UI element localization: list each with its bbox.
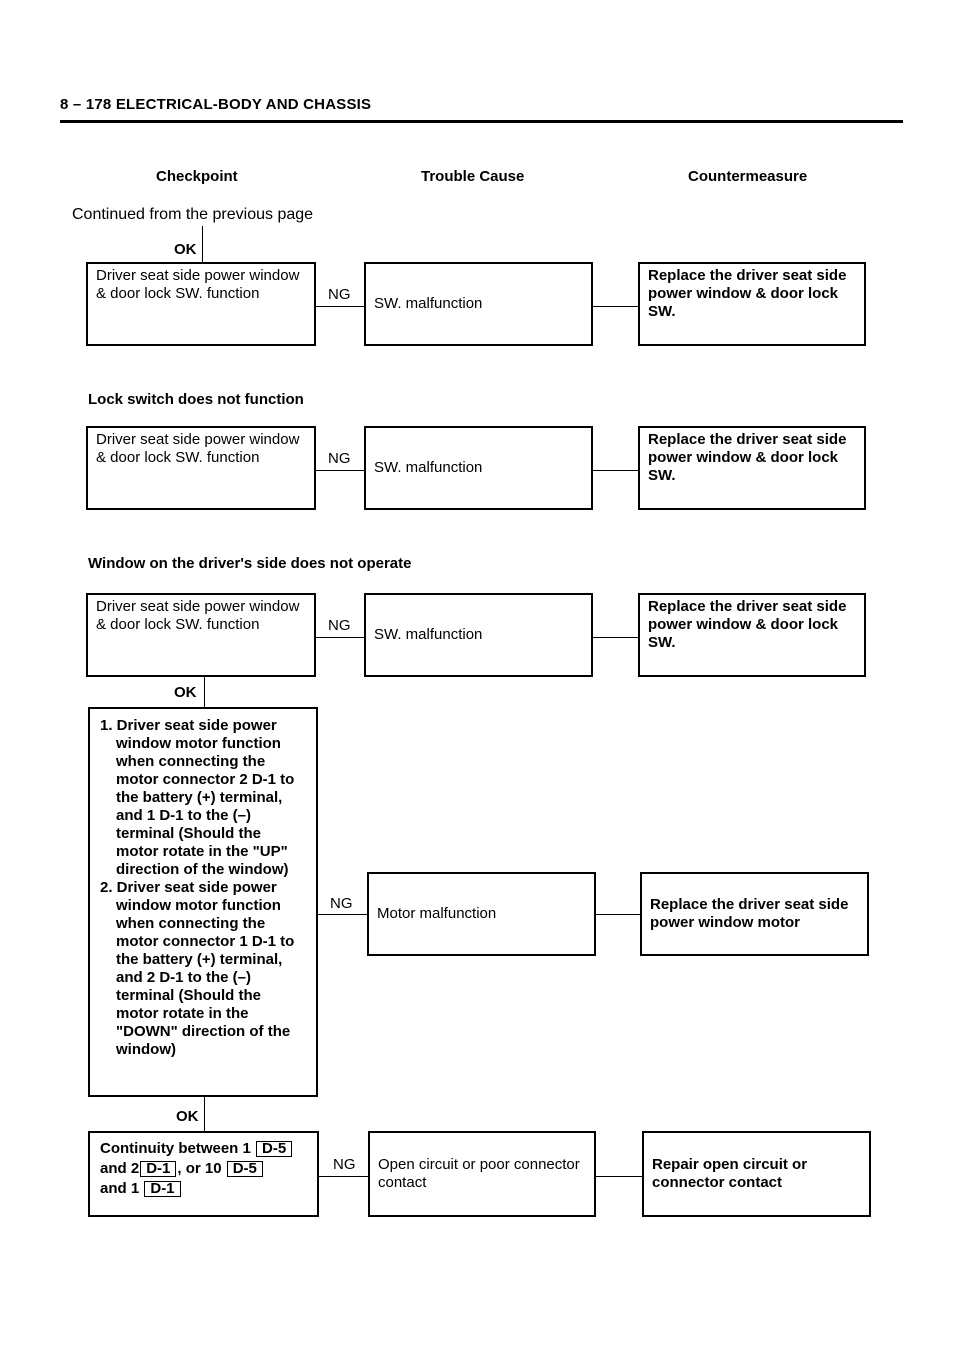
column-heading-checkpoint: Checkpoint (156, 168, 238, 185)
continuity-text: , or 10 (177, 1160, 222, 1177)
connector-ref-d1: D-1 (140, 1161, 176, 1177)
page-title: 8 – 178 ELECTRICAL-BODY AND CHASSIS (60, 96, 372, 113)
continuity-text: Continuity between 1 (100, 1140, 251, 1157)
flow-connector (596, 1176, 642, 1177)
checkpoint-box: Driver seat side power window & door lock SW. function (86, 593, 316, 677)
countermeasure-box: Replace the driver seat side power window & door lock SW. (638, 426, 866, 510)
motor-test-steps (100, 717, 306, 1059)
ng-label: NG (328, 286, 351, 303)
connector-ref-d1: D-1 (144, 1181, 180, 1197)
flow-connector (593, 470, 638, 471)
section-heading-window: Window on the driver's side does not operate (88, 555, 412, 572)
ng-label: NG (330, 895, 353, 912)
flow-connector (202, 226, 203, 262)
flow-connector (316, 470, 364, 471)
flow-connector (204, 677, 205, 707)
column-heading-countermeasure: Countermeasure (688, 168, 808, 185)
checkpoint-box-motor-test (88, 707, 318, 1097)
continuity-text: and 2 (100, 1160, 140, 1177)
checkpoint-box: Driver seat side power window & door lock SW. function (86, 262, 316, 346)
ng-label: NG (328, 617, 351, 634)
countermeasure-box: Replace the driver seat side power window & door lock SW. (638, 593, 866, 677)
countermeasure-box: Repair open circuit or connector contact (642, 1131, 871, 1217)
cause-box: SW. malfunction (364, 426, 593, 510)
continued-note: Continued from the previous page (72, 206, 314, 223)
ng-label: NG (333, 1156, 356, 1173)
column-heading-trouble-cause: Trouble Cause (421, 168, 525, 185)
countermeasure-box: Replace the driver seat side power window motor (640, 872, 869, 956)
continuity-text: and 1 (100, 1180, 140, 1197)
cause-box: Motor malfunction (367, 872, 596, 956)
ok-label: OK (174, 241, 197, 258)
connector-ref-d5: D-5 (256, 1141, 292, 1157)
cause-box: SW. malfunction (364, 593, 593, 677)
step-1: 1. Driver seat side power window motor function when connecting the motor connector 2 D-1 to the battery (+) terminal, and 1 D-1 to the (–) terminal (Should the motor rotate in the "UP" direction of the window) (100, 717, 295, 878)
checkpoint-box-continuity (88, 1131, 319, 1217)
flow-connector (596, 914, 640, 915)
flow-connector (316, 637, 364, 638)
checkpoint-box: Driver seat side power window & door lock SW. function (86, 426, 316, 510)
connector-ref-d5: D-5 (227, 1161, 263, 1177)
ok-label: OK (174, 684, 197, 701)
cause-box: Open circuit or poor connector contact (368, 1131, 596, 1217)
countermeasure-box: Replace the driver seat side power window & door lock SW. (638, 262, 866, 346)
flow-connector (593, 306, 638, 307)
flow-connector (316, 306, 364, 307)
flow-connector (318, 914, 367, 915)
flow-connector (319, 1176, 368, 1177)
ng-label: NG (328, 450, 351, 467)
flow-connector (593, 637, 638, 638)
cause-box: SW. malfunction (364, 262, 593, 346)
header-rule (60, 120, 903, 123)
section-heading-lock-switch: Lock switch does not function (88, 391, 304, 408)
step-2: 2. Driver seat side power window motor function when connecting the motor connector 1 D-1 to the battery (+) terminal, and 2 D-1 to the (–) terminal (Should the motor rotate in the "DOWN" direction of the window) (100, 879, 295, 1058)
ok-label: OK (176, 1108, 199, 1125)
flow-connector (204, 1097, 205, 1131)
